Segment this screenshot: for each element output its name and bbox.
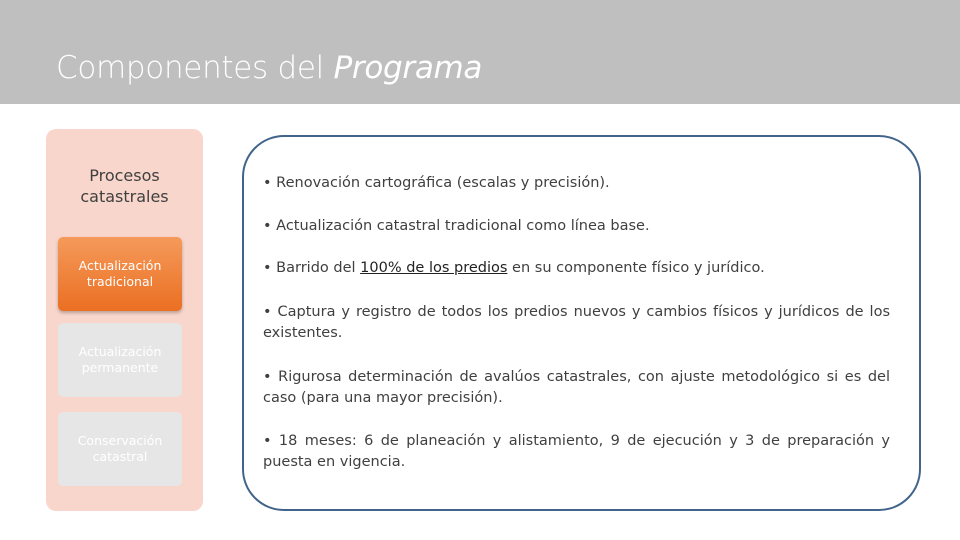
bullet-item [263, 258, 890, 279]
bullet-text: • Barrido del [263, 260, 361, 276]
sidebar-item-label: Conservación catastral [77, 433, 163, 464]
bullet-highlight: 100% de los predios [360, 260, 508, 276]
sidebar-item-conservacion-catastral[interactable] [58, 412, 182, 486]
bullet-item: • Rigurosa determinación de avalúos catastrales, con ajuste metodológico si es del caso (para una mayor precisión). [263, 369, 890, 406]
bullet-item: • 18 meses: 6 de planeación y alistamiento, 9 de ejecución y 3 de preparación y puesta en vigencia. [263, 433, 890, 470]
sidebar-item-label: Actualización tradicional [78, 258, 162, 289]
bullet-item: • Captura y registro de todos los predios nuevos y cambios físicos y jurídicos de los existentes. [263, 304, 890, 341]
slide-title-plain: Componentes del [56, 50, 334, 86]
slide-title-italic: Programa [333, 50, 483, 86]
sidebar-heading: Procesos catastrales [80, 166, 169, 206]
bullet-item: • Renovación cartográfica (escalas y precisión). [263, 175, 610, 191]
slide-title [56, 50, 482, 86]
sidebar-item-label: Actualización permanente [78, 344, 162, 375]
bullet-item: • Actualización catastral tradicional como línea base. [263, 218, 650, 234]
sidebar-item-actualizacion-tradicional[interactable] [58, 237, 182, 311]
sidebar-item-actualizacion-permanente[interactable] [58, 323, 182, 397]
bullet-text: en su componente físico y jurídico. [507, 260, 765, 276]
